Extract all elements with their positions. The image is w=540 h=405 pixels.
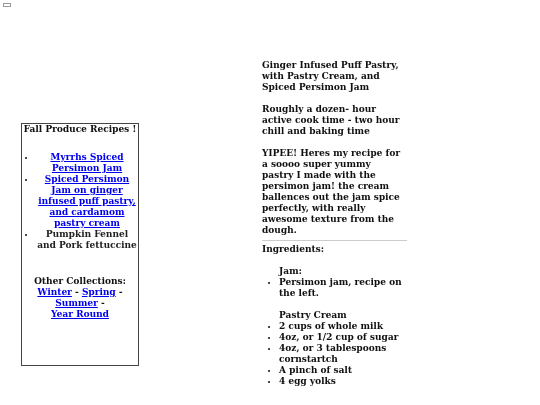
recipe-article (262, 61, 404, 388)
list-item: • Persimon jam, recipe on the left. (279, 278, 404, 300)
collections-links (22, 288, 138, 321)
recipe-sidebar (21, 123, 139, 366)
list-item: • 4oz, or 3 tablespoons cornstartch (279, 344, 404, 366)
recipe-time: Roughly a dozen- hour active cook time - two hour chill and baking time (262, 105, 400, 137)
recipe-title: Ginger Infused Puff Pastry, with Pastry Cream, and Spiced Persimon Jam (262, 61, 399, 93)
ingredients-heading: Ingredients: (262, 245, 325, 255)
collections-label: Other Collections: (34, 277, 126, 287)
collection-separator: - (71, 288, 82, 298)
list-item (36, 230, 138, 252)
recipe-link-persimon-jam[interactable]: Myrrhs Spiced Persimon Jam (50, 153, 124, 174)
recipe-intro: YIPEE! Heres my recipe for a soooo super yummy pastry I made with the persimon jam! the cream ballences out the jam spice perfectly, with really awesome texture from the dough. (262, 149, 401, 236)
collection-link-spring[interactable]: Spring (81, 288, 116, 298)
list-item: • A pinch of salt (279, 366, 404, 377)
collection-link-year-round[interactable]: Year Round (51, 310, 109, 320)
jam-ingredient-list (262, 278, 404, 300)
list-item (36, 175, 138, 230)
list-item (36, 153, 138, 175)
collection-link-winter[interactable]: Winter (37, 288, 72, 298)
list-item: • 4 egg yolks (279, 377, 404, 388)
collection-separator: - (97, 299, 105, 309)
sidebar-title: Fall Produce Recipes ! (23, 125, 137, 135)
pastry-cream-heading: Pastry Cream (279, 311, 347, 321)
recipe-link-list (22, 153, 138, 252)
recipe-item-pumpkin-fettuccine: Pumpkin Fennel and Pork fettuccine (37, 230, 137, 251)
broken-image-icon (3, 3, 11, 7)
pastry-cream-ingredient-list (262, 322, 404, 388)
list-item: • 4oz, or 1/2 cup of sugar (279, 333, 404, 344)
recipe-link-puff-pastry[interactable]: Spiced Persimon Jam on ginger infused puff pastry, and cardamom pastry cream (38, 175, 136, 229)
collection-link-summer[interactable]: Summer (55, 299, 98, 309)
jam-heading: Jam: (279, 267, 302, 277)
collection-separator: - (115, 288, 123, 298)
divider (262, 240, 407, 241)
list-item: • 2 cups of whole milk (279, 322, 404, 333)
